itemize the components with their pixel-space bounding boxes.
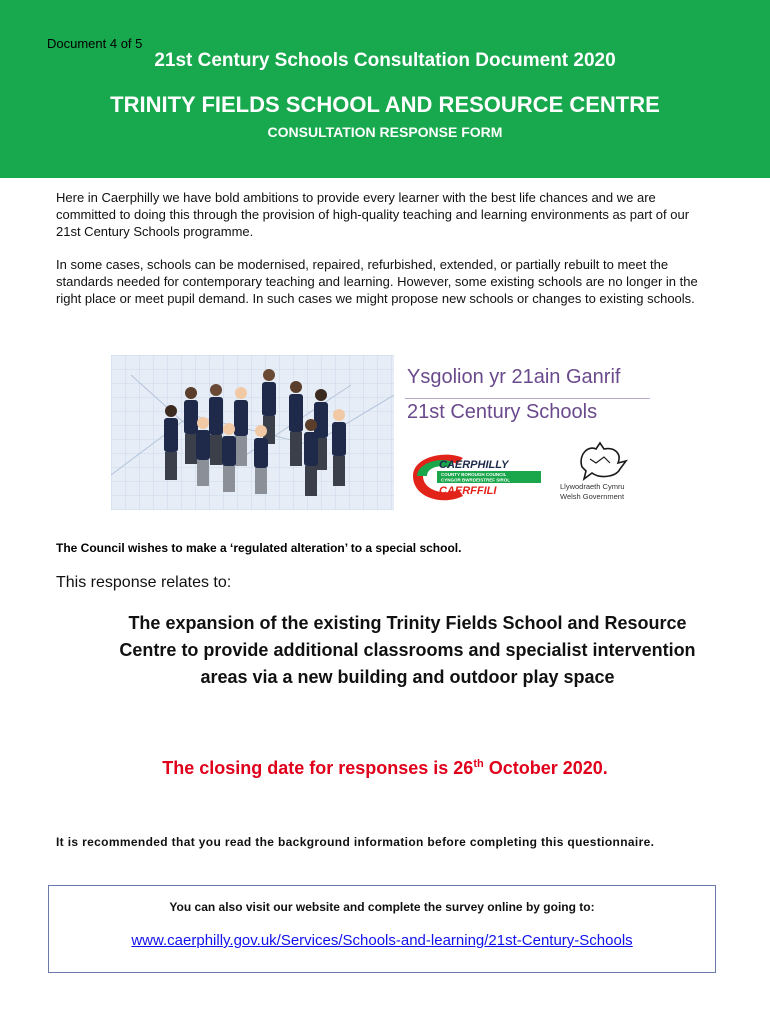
- school-title: TRINITY FIELDS SCHOOL AND RESOURCE CENTRE: [110, 92, 660, 117]
- closing-suffix: October 2020.: [483, 758, 608, 778]
- programme-title-welsh: Ysgolion yr 21ain Ganrif: [407, 366, 621, 388]
- survey-website-link[interactable]: www.caerphilly.gov.uk/Services/Schools-and-learning/21st-Century-Schools: [131, 932, 633, 949]
- header-band: [0, 0, 770, 178]
- caerphilly-logo-subline-welsh: CYNGOR BWRDEISTREF SIROL: [441, 477, 511, 483]
- closing-suffix-ordinal: th: [473, 758, 484, 770]
- council-statement: The Council wishes to make a ‘regulated alteration’ to a special school.: [56, 541, 462, 555]
- series-title: 21st Century Schools Consultation Document 2020: [154, 50, 616, 71]
- caerphilly-logo-name: CAERPHILLY: [439, 459, 509, 471]
- form-title: CONSULTATION RESPONSE FORM: [267, 124, 503, 140]
- programme-title-english: 21st Century Schools: [407, 401, 598, 423]
- title-divider: [405, 398, 650, 399]
- closing-date-notice: [0, 758, 770, 779]
- online-survey-prompt: You can also visit our website and complete the survey online by going to:: [169, 900, 595, 914]
- caerphilly-logo-subline: COUNTY BOROUGH COUNCIL: [441, 472, 507, 477]
- caerphilly-council-logo: [407, 446, 542, 504]
- welsh-gov-line1: Llywodraeth Cymru: [560, 482, 625, 491]
- caerphilly-logo-welsh-name: CAERFFILI: [439, 485, 497, 497]
- relates-label: This response relates to:: [56, 574, 232, 591]
- pupils-photo: [111, 355, 394, 510]
- intro-paragraph-ambitions: Here in Caerphilly we have bold ambitions to provide every learner with the best life chances and we are committed to doing this through the provision of high-quality teaching and learning environments as part of our 21st Century Schools programme.: [56, 190, 690, 239]
- proposal-heading: The expansion of the existing Trinity Fields School and Resource Centre to provide additional classrooms and specialist intervention areas via a new building and outdoor play space: [119, 613, 696, 687]
- document-number-label: Document 4 of 5: [47, 36, 143, 51]
- closing-prefix: The closing date for responses is 26: [162, 758, 474, 778]
- intro-paragraph-changes: In some cases, schools can be modernised, repaired, refurbished, extended, or partially rebuilt to meet the standards needed for contemporary teaching and learning. However, some existing schools are no longer in the right place or meet pupil demand. In such cases we might propose new schools or changes to existing schools.: [56, 257, 698, 306]
- welsh-gov-line2: Welsh Government: [560, 492, 625, 501]
- welsh-government-logo: [560, 437, 652, 505]
- online-survey-box: [48, 885, 716, 973]
- recommendation-text: It is recommended that you read the background information before completing this questionnaire.: [56, 835, 655, 849]
